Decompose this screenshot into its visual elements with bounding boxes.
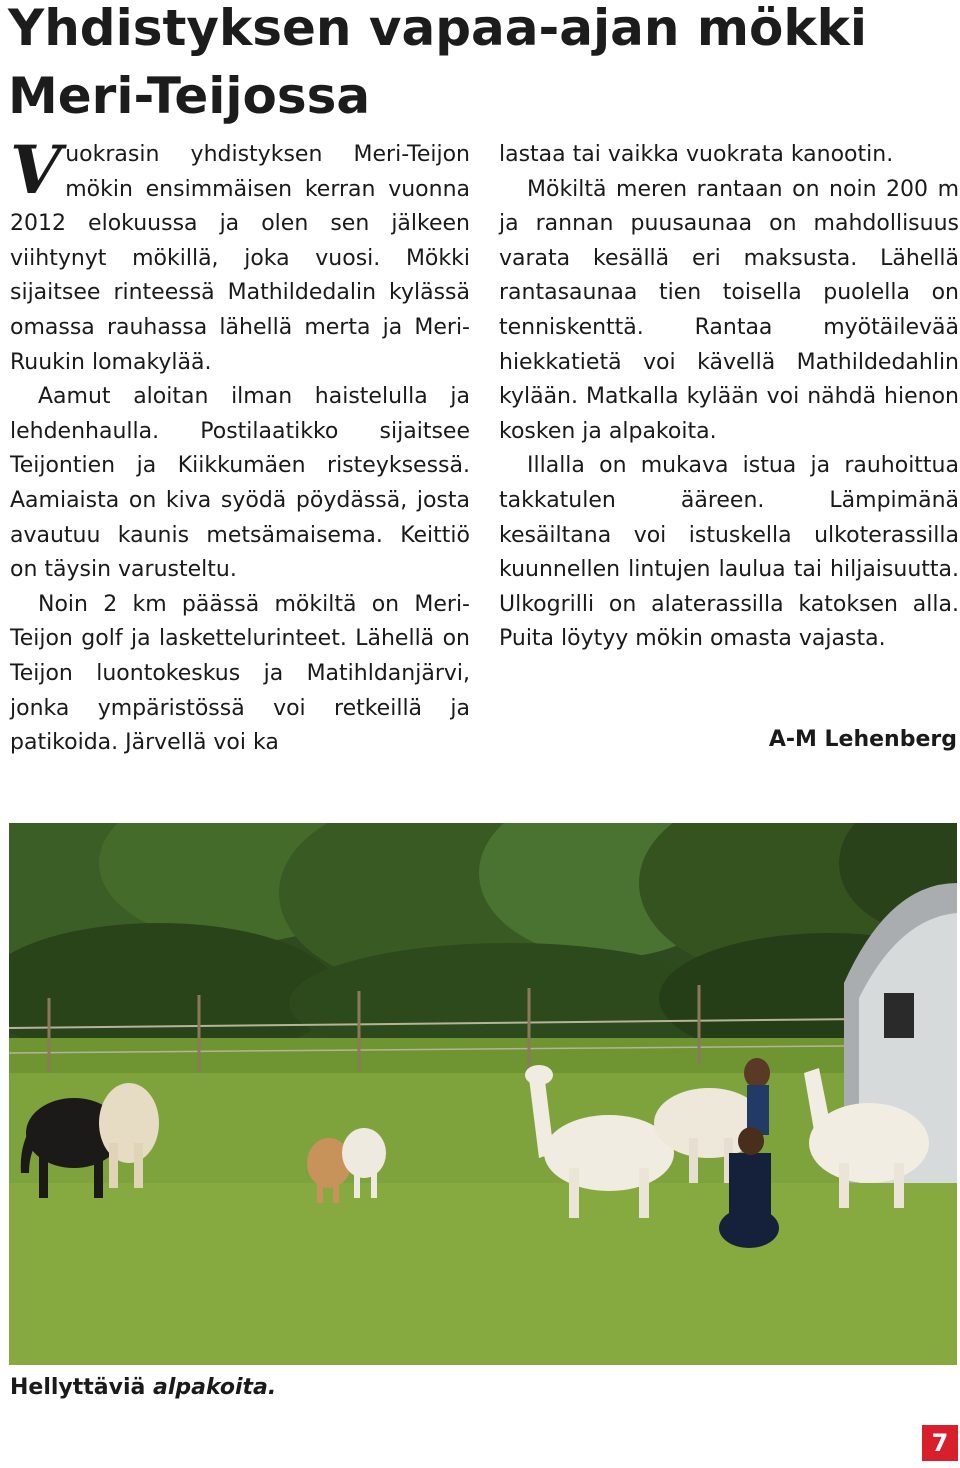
paragraph-3: Noin 2 km päässä mökiltä on Meri-Teijon golf ja laskettelurinteet. Lähellä on Teijon luontokeskus ja Matihldanjärvi, jonka ympäristössä voi retkeillä ja patikoida. Järvellä voi ka (10, 591, 470, 756)
paragraph-1 (10, 131, 470, 380)
page-number: 7 (922, 1425, 958, 1461)
drop-cap: V (10, 131, 62, 209)
title-line-2: Meri-Teijossa (8, 67, 371, 125)
paragraph-5: Mökiltä meren rantaan on noin 200 m ja rannan puusaunaa on mahdollisuus varata kesällä eri maksusta. Lähellä rantasaunaa tien toisella puolella on tenniskenttä. Rantaa myötäilevää hiekkatietä voi kävellä Mathildedahlin kylään. Matkalla kylään voi nähdä hienon kosken ja alpakoita. (499, 176, 959, 444)
paragraph-4: lastaa tai vaikka vuokrata kanootin. (499, 142, 894, 167)
caption-italic: alpakoita. (153, 1375, 277, 1400)
alpaca-photo (9, 823, 957, 1365)
paragraph-1-text: uokrasin yhdistyksen Meri-Teijon mökin ensimmäisen kerran vuonna 2012 elokuussa ja olen sen jälkeen viihtynyt mökillä, joka vuosi. Mökki sijaitsee rinteessä Mathildedalin kylässä omassa rauhassa lähellä merta ja Meri-Ruukin lomakylää. (10, 142, 470, 375)
alpaca-photo-illustration (9, 823, 957, 1365)
caption-bold: Hellyttäviä (10, 1375, 154, 1400)
paragraph-2: Aamut aloitan ilman haistelulla ja lehdenhaulla. Postilaatikko sijaitsee Teijontien ja Kiikkumäen risteyksessä. Aamiaista on kiva syödä pöydässä, josta avautuu kaunis metsämaisema. Keittiö on täysin varusteltu. (10, 384, 470, 583)
paragraph-6: Illalla on mukava istua ja rauhoittua takkatulen ääreen. Lämpimänä kesäiltana voi istuskella ulkoterassilla kuunnellen lintujen laulua tai hiljaisuutta. Ulkogrilli on alaterassilla katoksen alla. Puita löytyy mökin omasta vajasta. (499, 453, 959, 652)
title-line-1: Yhdistyksen vapaa-ajan mökki (8, 0, 867, 57)
article-title (8, 0, 958, 130)
photo-caption (10, 1375, 276, 1400)
left-column (10, 131, 470, 761)
right-column (499, 138, 959, 657)
author-signature: A-M Lehenberg (768, 727, 957, 752)
